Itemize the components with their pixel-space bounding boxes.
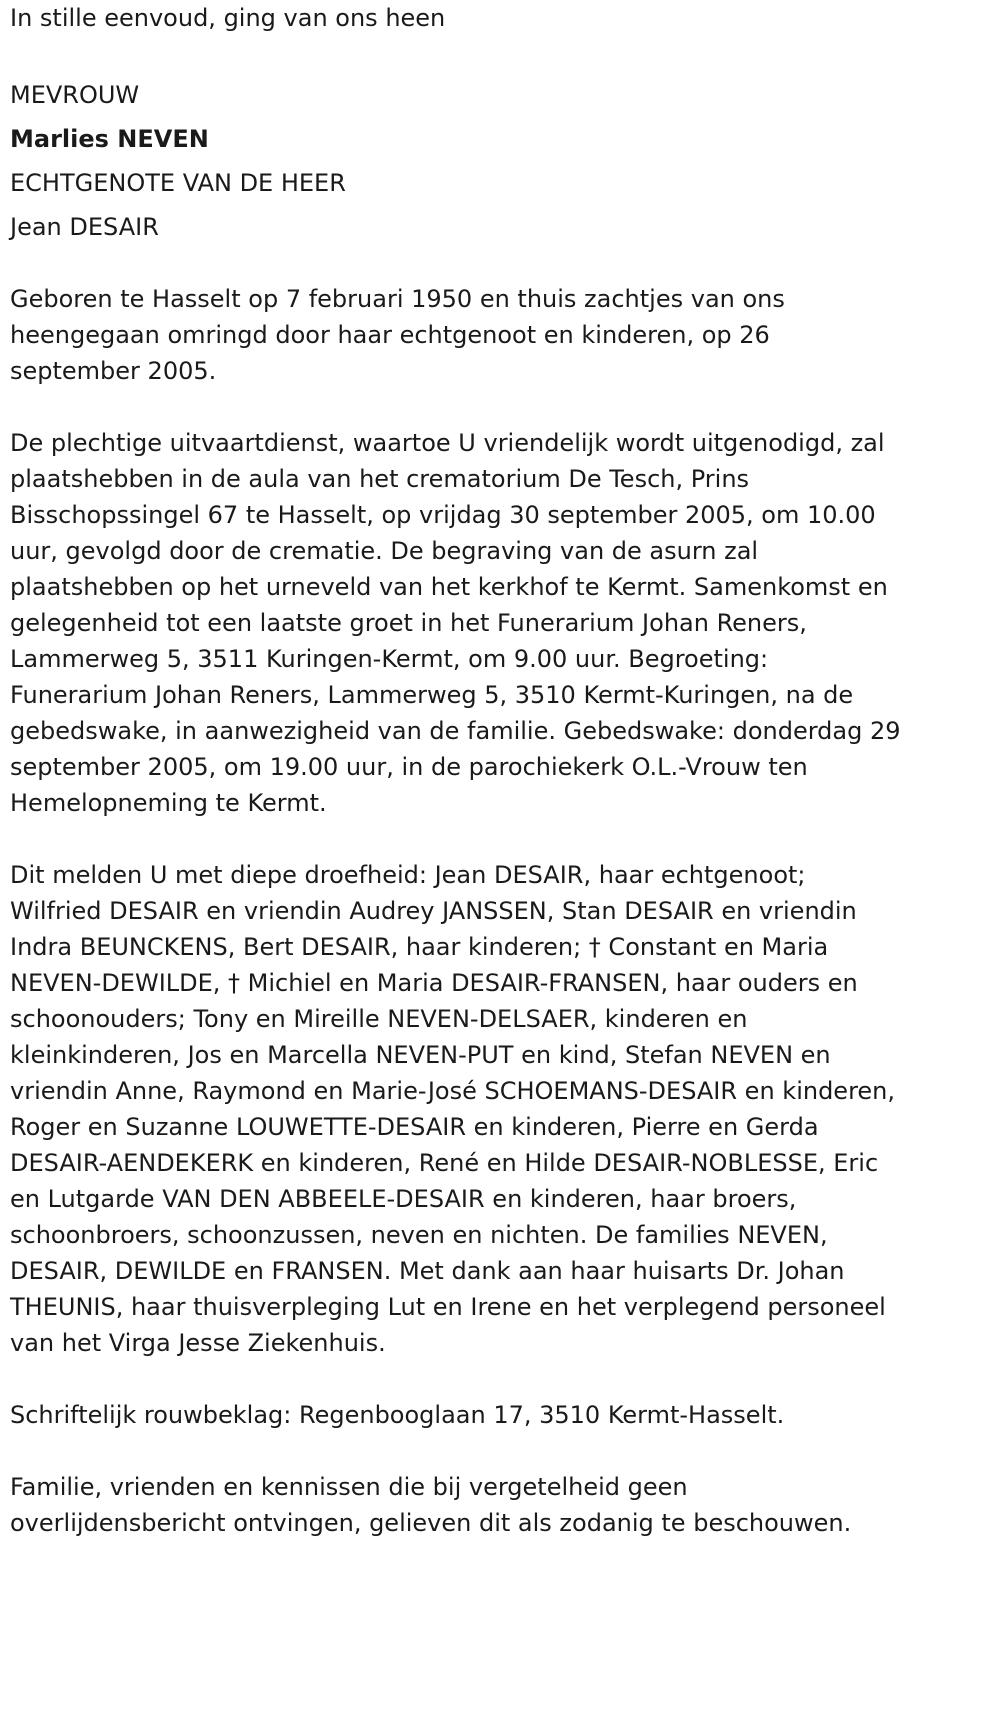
spacer bbox=[10, 1361, 990, 1397]
spouse-label: ECHTGENOTE VAN DE HEER bbox=[10, 169, 346, 197]
condolence-address: Schriftelijk rouwbeklag: Regenbooglaan 17, 3510 Kermt-Hasselt. bbox=[10, 1401, 785, 1429]
family-paragraph bbox=[10, 857, 990, 1361]
paragraph-line: van het Virga Jesse Ziekenhuis. bbox=[10, 1329, 386, 1357]
paragraph-line: NEVEN-DEWILDE, † Michiel en Maria DESAIR-FRANSEN, haar ouders en bbox=[10, 969, 858, 997]
paragraph-line: heengegaan omringd door haar echtgenoot en kinderen, op 26 bbox=[10, 321, 770, 349]
paragraph-line: gelegenheid tot een laatste groet in het Funerarium Johan Reners, bbox=[10, 609, 807, 637]
paragraph-line: Indra BEUNCKENS, Bert DESAIR, haar kinderen; † Constant en Maria bbox=[10, 933, 829, 961]
spacer bbox=[10, 245, 990, 281]
service-paragraph bbox=[10, 425, 990, 821]
deceased-name: Marlies NEVEN bbox=[10, 125, 209, 153]
paragraph-line: Wilfried DESAIR en vriendin Audrey JANSSEN, Stan DESAIR en vriendin bbox=[10, 897, 857, 925]
paragraph-line: en Lutgarde VAN DEN ABBEELE-DESAIR en kinderen, haar broers, bbox=[10, 1185, 797, 1213]
paragraph-line: plaatshebben op het urneveld van het kerkhof te Kermt. Samenkomst en bbox=[10, 573, 888, 601]
paragraph-line: Lammerweg 5, 3511 Kuringen-Kermt, om 9.00 uur. Begroeting: bbox=[10, 645, 769, 673]
paragraph-line: Dit melden U met diepe droefheid: Jean DESAIR, haar echtgenoot; bbox=[10, 861, 806, 889]
paragraph-line: gebedswake, in aanwezigheid van de familie. Gebedswake: donderdag 29 bbox=[10, 717, 901, 745]
paragraph-line: Familie, vrienden en kennissen die bij vergetelheid geen bbox=[10, 1473, 688, 1501]
closing-paragraph bbox=[10, 1469, 990, 1541]
paragraph-line: schoonouders; Tony en Mireille NEVEN-DELSAER, kinderen en bbox=[10, 1005, 748, 1033]
paragraph-line: THEUNIS, haar thuisverpleging Lut en Irene en het verplegend personeel bbox=[10, 1293, 886, 1321]
paragraph-line: De plechtige uitvaartdienst, waartoe U vriendelijk wordt uitgenodigd, zal bbox=[10, 429, 885, 457]
paragraph-line: Hemelopneming te Kermt. bbox=[10, 789, 327, 817]
paragraph-line: Geboren te Hasselt op 7 februari 1950 en thuis zachtjes van ons bbox=[10, 285, 785, 313]
paragraph-line: plaatshebben in de aula van het crematorium De Tesch, Prins bbox=[10, 465, 750, 493]
birth-paragraph bbox=[10, 281, 990, 389]
paragraph-line: vriendin Anne, Raymond en Marie-José SCHOEMANS-DESAIR en kinderen, bbox=[10, 1077, 896, 1105]
paragraph-line: Bisschopssingel 67 te Hasselt, op vrijdag 30 september 2005, om 10.00 bbox=[10, 501, 876, 529]
paragraph-line: Funerarium Johan Reners, Lammerweg 5, 3510 Kermt-Kuringen, na de bbox=[10, 681, 854, 709]
spouse-name: Jean DESAIR bbox=[10, 213, 159, 241]
paragraph-line: september 2005. bbox=[10, 357, 217, 385]
paragraph-line: uur, gevolgd door de crematie. De begraving van de asurn zal bbox=[10, 537, 759, 565]
paragraph-line: Roger en Suzanne LOUWETTE-DESAIR en kinderen, Pierre en Gerda bbox=[10, 1113, 819, 1141]
spacer bbox=[10, 1433, 990, 1469]
spacer bbox=[10, 821, 990, 857]
paragraph-line: kleinkinderen, Jos en Marcella NEVEN-PUT en kind, Stefan NEVEN en bbox=[10, 1041, 831, 1069]
spacer bbox=[10, 389, 990, 425]
paragraph-line: september 2005, om 19.00 uur, in de parochiekerk O.L.-Vrouw ten bbox=[10, 753, 808, 781]
title-line: MEVROUW bbox=[10, 81, 140, 109]
paragraph-line: DESAIR-AENDEKERK en kinderen, René en Hilde DESAIR-NOBLESSE, Eric bbox=[10, 1149, 879, 1177]
paragraph-line: schoonbroers, schoonzussen, neven en nichten. De families NEVEN, bbox=[10, 1221, 828, 1249]
paragraph-line: overlijdensbericht ontvingen, gelieven dit als zodanig te beschouwen. bbox=[10, 1509, 852, 1537]
intro-line: In stille eenvoud, ging van ons heen bbox=[10, 4, 446, 32]
paragraph-line: DESAIR, DEWILDE en FRANSEN. Met dank aan haar huisarts Dr. Johan bbox=[10, 1257, 845, 1285]
obituary-notice bbox=[10, 0, 990, 1541]
spacer bbox=[10, 36, 990, 72]
